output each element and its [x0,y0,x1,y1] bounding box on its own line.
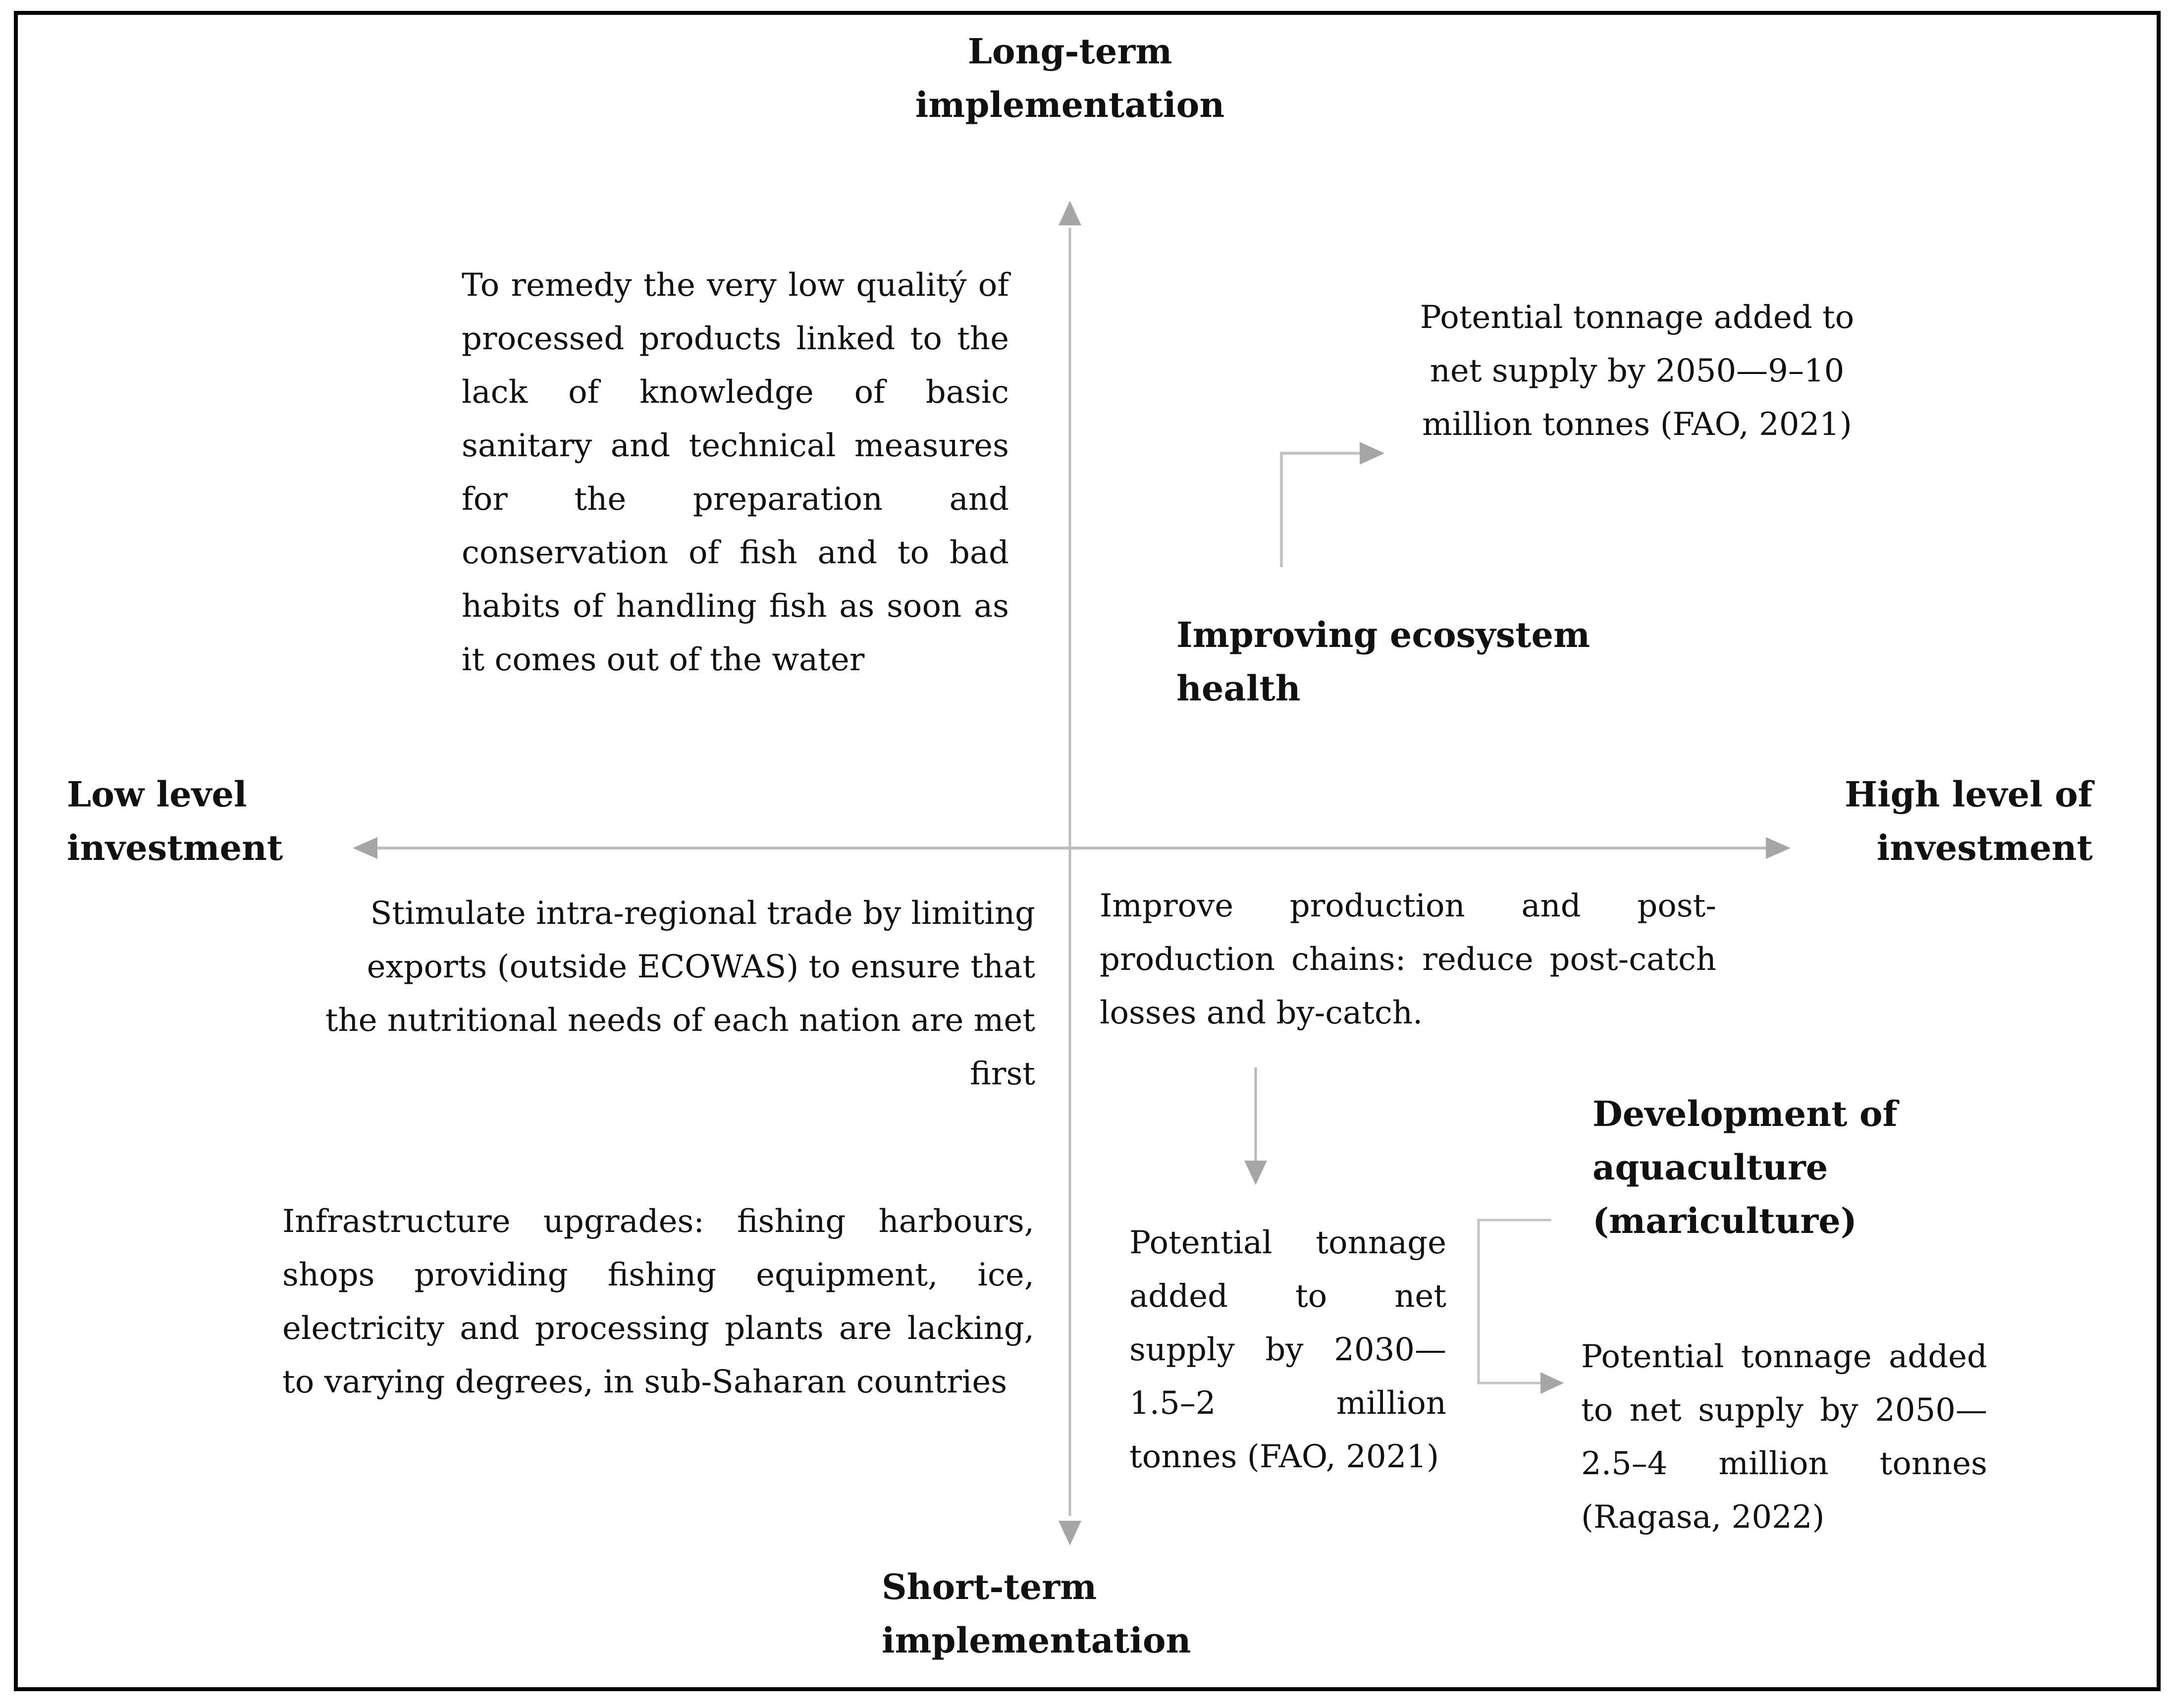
aquaculture-heading-line: aquaculture [1592,1147,1828,1188]
axis-label-line: Low level [67,774,247,815]
axis-label-long-term [872,25,1268,132]
axis-label-line: implementation [915,84,1225,125]
aquaculture-heading-line: Development of [1592,1093,1898,1134]
aquaculture-outcome-text: Potential tonnage added to net supply by 2050—2.5–4 million tonnes (Ragasa, 2022) [1581,1338,1987,1536]
aquaculture-heading-line: (mariculture) [1592,1200,1857,1241]
production-text: Improve production and post-production chains: reduce post-catch losses and by-catch. [1100,888,1716,1031]
axis-label-high-investment [1763,768,2093,875]
trade-text: Stimulate intra-regional trade by limiting exports (outside ECOWAS) to ensure that the nutritional needs of each nation are met first [325,895,1035,1092]
axis-label-line: investment [1876,827,2093,868]
axis-label-low-investment [67,768,364,875]
production-outcome-text: Potential tonnage added to net supply by 2030—1.5–2 million tonnes (FAO, 2021) [1129,1225,1446,1475]
aquaculture-heading [1592,1087,1939,1248]
infrastructure-text: Infrastructure upgrades: fishing harbours, shops providing fishing equipment, ice, electricity and processing plants are lacking, to varying degrees, in sub-Saharan countries [282,1203,1034,1400]
axis-label-line: implementation [882,1620,1191,1661]
axis-label-line: High level of [1844,774,2093,815]
axis-label-line: Long-term [967,31,1172,72]
axis-label-line: investment [67,827,283,868]
quality-remedy-text: To remedy the very low qualitý of processed products linked to the lack of knowledge of basic sanitary and technical measures for the preparation and conservation of fish and to bad habits of handling fish as soon as it comes out of the water [462,267,1009,678]
ecosystem-heading: Improving ecosystem health [1176,614,1591,709]
axis-label-line: Short-term [882,1566,1097,1607]
axis-label-short-term [882,1560,1228,1667]
ecosystem-outcome-text: Potential tonnage added to net supply by 2050—9–10 million tonnes (FAO, 2021) [1420,299,1855,443]
